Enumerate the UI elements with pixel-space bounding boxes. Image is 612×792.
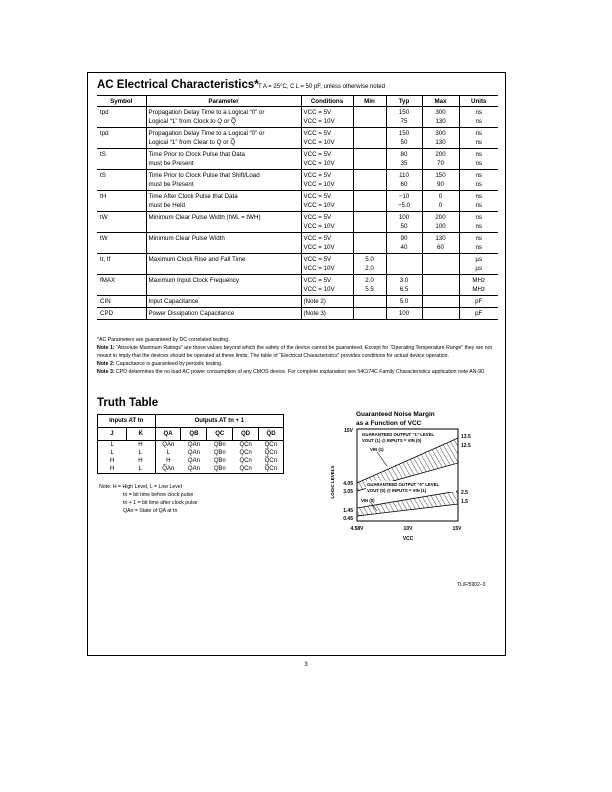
truth-table-cell: L [138,466,143,472]
note-2 [97,361,500,368]
typ-cell [386,191,422,212]
y-tick-label: 1.45 [343,508,353,514]
typ-cell-line: 90 [400,235,408,242]
truth-table-header-row [98,428,284,441]
max-cell-line [425,255,457,264]
y-tick-label: 15V [344,428,353,434]
conditions-cell [301,128,353,149]
conditions-cell-line: VCC = 5V [303,277,332,284]
min-cell-line [356,150,384,159]
truth-table-cell: QAn [187,466,200,472]
max-cell-line: 130 [435,235,446,242]
max-cell [422,107,459,128]
typ-cell: 100 [386,308,422,320]
typ-cell-line: 35 [400,160,408,167]
units-cell-line: ns [475,223,483,230]
parameter-cell [146,275,301,296]
truth-table-cell: QCn [239,442,252,448]
parameter-cell-line: Time Prior to Clock Pulse that Shift/Load [148,172,260,179]
parameter-cell-line [149,285,299,294]
max-cell-line: 0 [438,202,443,209]
page-number: 3 [304,662,308,668]
units-cell-line: MHz [472,286,486,293]
col-header: QA [155,428,181,441]
truth-table-notes [99,483,198,515]
noise-margin-chart [320,424,480,552]
truth-table-cell: L [110,450,114,456]
conditions-cell [301,212,353,233]
note-1 [97,345,500,360]
x-tick-label: 10V [403,526,413,532]
parameter-cell [146,233,301,254]
table-row [97,149,498,170]
conditions-cell [301,107,353,128]
min-cell [353,212,386,233]
min-cell [353,170,386,191]
typ-cell-line [389,255,420,264]
units-cell [459,212,498,233]
max-cell-line: 150 [435,172,446,179]
conditions-cell-line: VCC = 10V [303,160,335,167]
units-cell-line: ns [475,109,483,116]
units-cell [459,128,498,149]
min-cell [353,296,386,308]
conditions-cell [301,275,353,296]
col-header: Min [353,96,386,107]
min-cell-line: 5.5 [365,286,374,293]
y-tick-label-right: 12.5 [461,443,471,449]
units-cell [459,275,498,296]
y-tick-label: 4.05 [343,481,353,487]
parameter-cell-line: Propagation Delay Time to a Logical “0” or [148,109,265,116]
truth-table-cell: Q̅Cn [264,458,277,464]
parameter-cell-line: Propagation Delay Time to a Logical “0” or [148,130,265,137]
outputs-group-header: Outputs AT tn + 1 [155,415,283,428]
truth-table-cell: Q̅Cn [264,466,277,472]
note-2-text: Capacitance is guaranteed by periodic testing. [116,360,223,367]
param-cell: Input Capacitance [146,296,301,308]
units-cell-line: MHz [472,277,486,284]
min-cell-line [356,213,384,222]
conditions-cell-line: VCC = 5V [303,235,332,242]
truth-table-cell: Q̅Cn [264,450,277,456]
max-cell-line: 70 [437,160,444,167]
conditions-cell-line: VCC = 10V [303,265,335,272]
typ-cell [386,212,422,233]
min-cell [353,107,386,128]
max-cell-line: 0 [438,193,443,200]
parameter-cell-line: must be Held [148,202,185,209]
max-cell [422,149,459,170]
noise-chart-title-line1: Guaranteed Noise Margin [356,411,435,418]
symbol-cell: tW [97,212,146,233]
max-cell [422,170,459,191]
typ-cell [386,254,422,275]
symbol-cell: tr, tf [97,254,146,275]
typ-cell [386,128,422,149]
units-cell-line: ns [475,139,483,146]
truth-table-cell: QCn [239,458,252,464]
typ-cell-line: 50 [400,223,408,230]
notes-block [97,337,500,377]
truth-table-cell: Q̅Cn [264,442,277,448]
note-1-text: “Absolute Maximum Ratings” are those values beyond which the safety of the device cannot be guaranteed. Except for “Operating Temperature Range” they are not meant to imply that the devices should be operated at these limits. The table of “Electrical Characteristics” provides conditions for actual device operation. [97,345,492,359]
parameter-cell [146,212,301,233]
conditions-cell [301,149,353,170]
note-3 [97,369,500,376]
y-tick-label-right: 1.5 [461,499,468,505]
truth-table-cell: QBn [213,442,226,448]
symbol-cell: CPD [97,308,146,320]
conditions-cell-line: VCC = 10V [303,286,335,293]
low-level-label-2: VOUT (0) @ INPUTS = VIN (1) [367,488,427,493]
note-3-text: CPD determines the no load AC power consumption of any CMOS device. For complete explanation see 54C/74C Family Characteristics application note AN-90. [116,369,486,376]
table-row [97,107,498,128]
low-level-label: GUARANTEED OUTPUT “0” LEVEL [367,482,440,487]
units-cell-line: µs [475,256,483,263]
table-row [97,212,498,233]
max-cell-line: 90 [437,181,444,188]
typ-cell: 5.0 [386,296,422,308]
truth-table-title: Truth Table [97,397,159,409]
parameter-cell-line [149,243,299,252]
truth-table-cell: L [110,442,114,448]
col-header: J [98,428,127,441]
x-axis-label: VCC [402,536,414,542]
cond-cell: (Note 3) [301,308,353,320]
symbol-cell: tpd [97,107,146,128]
truth-table-cell: QAn [187,450,200,456]
col-header: QC [207,428,233,441]
col-header: Max [422,96,459,107]
col-header: QD [233,428,259,441]
max-cell-line: 100 [435,223,446,230]
truth-table-cell: QAn [187,442,200,448]
col-header: Parameter [146,96,301,107]
parameter-cell-line: Maximum Clock Rise and Fall Time [148,256,246,263]
units-cell-line: ns [475,244,483,251]
parameter-cell [146,107,301,128]
parameter-cell [146,254,301,275]
min-cell-line [356,201,384,210]
units-cell-line: ns [475,202,483,209]
truth-table-cell: H [109,458,115,464]
symbol-cell: tW [97,233,146,254]
inputs-group-header: Inputs AT tn [98,415,156,428]
parameter-cell-line: Minimum Clear Pulse Width [148,235,225,242]
max-cell-line: 60 [437,244,444,251]
parameter-cell-line: Logical “1” from Clock to Q or Q̅ [148,118,236,125]
max-cell-line [425,276,457,285]
conditions-cell-line: VCC = 10V [303,223,335,230]
parameter-cell [146,128,301,149]
typ-cell-line: 80 [400,151,408,158]
min-cell-line: 2.0 [365,277,374,284]
param-cell: Power Dissipation Capacitance [146,308,301,320]
max-cell [422,233,459,254]
cond-cell: (Note 2) [301,296,353,308]
typ-cell-line: −10 [398,193,410,200]
conditions-cell-line: VCC = 10V [303,202,335,209]
symbol-cell: tS [97,170,146,191]
truth-table-cell: L [138,450,143,456]
max-cell-line: 200 [435,151,446,158]
truth-table-cell: QBn [213,450,226,456]
vin1-label: VIN (1) [370,447,384,452]
conditions-cell-line: VCC = 10V [303,118,335,125]
min-cell-line [356,159,384,168]
truth-table [97,414,284,474]
truth-table-group-row [98,415,284,428]
ac-table-body [97,107,498,320]
col-header: K̅ [126,428,155,441]
min-cell [353,254,386,275]
conditions-cell-line: VCC = 10V [303,139,335,146]
col-header: Units [459,96,498,107]
min-cell-line [356,243,384,252]
col-header: Typ [386,96,422,107]
typ-cell-line: 6.5 [399,286,409,293]
col-header: Symbol [97,96,146,107]
units-cell-line: ns [475,130,483,137]
typ-cell [386,107,422,128]
max-cell [422,212,459,233]
symbol-cell: tH [97,191,146,212]
typ-cell-line: 3.0 [399,277,409,284]
units-cell [459,170,498,191]
typ-cell-line [389,264,420,273]
min-cell [353,275,386,296]
symbol-cell: tpd [97,128,146,149]
note-3-label: Note 3: [97,369,115,376]
parameter-cell-line: must be Present [148,181,194,188]
min-cell-line [356,117,384,126]
x-tick-label: 15V [452,526,462,532]
truth-table-cell: H [109,466,115,472]
typ-cell [386,233,422,254]
min-cell-line [356,171,384,180]
truth-table-cell: H [155,457,181,465]
typ-cell [386,275,422,296]
typ-cell-line: 150 [398,109,410,116]
conditions-cell-line: VCC = 5V [303,172,332,179]
typ-cell-line: 150 [398,130,410,137]
min-cell-line [356,180,384,189]
max-cell [422,254,459,275]
parameter-cell-line: Logical “1” from Clear to Q or Q̅ [148,139,236,146]
figure-id: TL/F/5902–3 [457,582,486,588]
units-cell-line: ns [475,214,483,221]
units-cell-line: ns [475,160,483,167]
min-cell-line [356,108,384,117]
units-cell-line: ns [475,193,483,200]
conditions-cell [301,191,353,212]
units-cell [459,254,498,275]
truth-table-row [98,457,284,465]
units-cell-line: ns [475,235,483,242]
typ-cell-line: 40 [400,244,408,251]
max-cell-line [425,285,457,294]
max-cell-line [425,264,457,273]
min-cell [353,149,386,170]
parameter-cell-line [149,222,299,231]
conditions-cell-line: VCC = 5V [303,256,332,263]
truth-table-row [98,441,284,450]
table-row [97,308,498,320]
symbol-cell: fMAX [97,275,146,296]
min-cell-line: 2.0 [365,265,374,272]
units-cell [459,107,498,128]
ac-section-title: AC Electrical Characteristics* [97,79,259,91]
col-header: Q̅D [259,428,284,441]
table-row [97,170,498,191]
y-axis-label: LOGIC LEVELS [330,465,335,499]
max-cell-line: 300 [435,109,446,116]
truth-table-cell: H [138,458,143,464]
high-level-label: GUARANTEED OUTPUT “1” LEVEL [362,432,435,437]
typ-cell [386,170,422,191]
conditions-cell-line: VCC = 5V [303,214,332,221]
min-cell-line [356,222,384,231]
truth-table-body [98,441,284,474]
max-cell-line: 300 [435,130,446,137]
units-cell-line: ns [475,172,483,179]
truth-table-row [98,465,284,474]
max-cell-line: 200 [435,214,446,221]
conditions-cell-line: VCC = 5V [303,193,332,200]
conditions-cell-line: VCC = 5V [303,151,332,158]
units-cell-line: ns [475,151,483,158]
truth-table-cell: L [155,449,181,457]
max-cell [422,128,459,149]
col-header: Conditions [301,96,353,107]
typ-cell-line: 60 [400,181,408,188]
conditions-cell [301,233,353,254]
units-cell: pF [459,308,498,320]
conditions-cell-line: VCC = 10V [303,244,335,251]
parameter-cell [146,149,301,170]
max-cell [422,191,459,212]
parameter-cell [146,170,301,191]
max-cell-line: 130 [435,139,446,146]
note-asterisk: *AC Parameters are guaranteed by DC correlated testing. [97,337,230,343]
truth-table-row [98,449,284,457]
typ-cell [386,149,422,170]
parameter-cell-line [149,264,299,273]
parameter-cell [146,191,301,212]
units-cell [459,233,498,254]
col-header: QB [181,428,207,441]
truth-table-cell: QAn [187,458,200,464]
conditions-cell-line: VCC = 5V [303,130,332,137]
units-cell-line: ns [475,181,483,188]
typ-cell-line: 75 [400,118,408,125]
min-cell-line: 5.0 [365,256,374,263]
conditions-cell-line: VCC = 10V [303,181,335,188]
min-cell-line [356,129,384,138]
max-cell-line: 130 [435,118,446,125]
units-cell [459,191,498,212]
note-2-label: Note 2: [97,360,115,367]
truth-note: Note: H = High Level, L = Low Level [99,484,182,490]
units-cell: pF [459,296,498,308]
typ-cell-line: 50 [400,139,408,146]
parameter-cell-line: Maximum Input Clock Frequency [148,277,239,284]
min-cell [353,308,386,320]
vin0-label: VIN (0) [361,498,375,503]
truth-note: tn + 1 = bit time after clock pulse [123,500,198,506]
note-1-label: Note 1: [97,345,115,352]
units-cell-line: µs [475,265,483,272]
parameter-cell-line: Minimum Clear Pulse Width (tWL = tWH) [148,214,261,221]
table-row [97,128,498,149]
table-row [97,254,498,275]
conditions-cell [301,170,353,191]
y-tick-label-right: 13.5 [461,434,471,440]
y-tick-label: 0.45 [343,516,353,522]
conditions-cell-line: VCC = 5V [303,109,332,116]
units-cell [459,149,498,170]
max-cell [422,275,459,296]
min-cell-line [356,192,384,201]
table-row [97,296,498,308]
min-cell [353,191,386,212]
noise-chart-title-line2: as a Function of VCC [356,420,422,427]
typ-cell-line: 110 [399,172,409,179]
symbol-cell: tS [97,149,146,170]
min-cell [353,128,386,149]
truth-table-cell: QCn [239,450,252,456]
max-cell [422,296,459,308]
parameter-cell-line: Time Prior to Clock Pulse that Data [148,151,245,158]
high-level-label-2: VOUT (1) @ INPUTS = VIN (0) [362,438,422,443]
typ-cell-line: 100 [398,214,410,221]
ac-characteristics-table [97,95,498,320]
table-row [97,191,498,212]
truth-table-cell: QCn [239,466,252,472]
units-cell-line: ns [475,118,483,125]
y-tick-label-right: 2.5 [461,490,468,496]
truth-table-cell: QBn [213,458,226,464]
min-cell-line [356,234,384,243]
truth-note: QAn = State of QA at tn [123,508,178,514]
table-row [97,275,498,296]
truth-table-cell: H [138,442,143,448]
max-cell [422,308,459,320]
truth-table-cell: QBn [213,466,226,472]
min-cell-line [356,138,384,147]
table-row [97,233,498,254]
conditions-cell [301,254,353,275]
y-tick-label: 3.05 [343,489,353,495]
typ-cell-line: −5.0 [397,202,411,209]
truth-note: tn = bit time before clock pulse [123,492,194,498]
symbol-cell: CIN [97,296,146,308]
truth-table-cell: Q̅An [155,465,181,474]
x-tick-label: 4.58V [350,526,364,532]
ac-section-conditions: T A = 25°C, C L = 50 pF, unless otherwise noted [258,84,385,90]
parameter-cell-line: must be Present [148,160,194,167]
table-header-row [97,96,498,107]
parameter-cell-line: Time After Clock Pulse that Data [148,193,238,200]
truth-table-cell: QAn [155,441,181,450]
min-cell [353,233,386,254]
